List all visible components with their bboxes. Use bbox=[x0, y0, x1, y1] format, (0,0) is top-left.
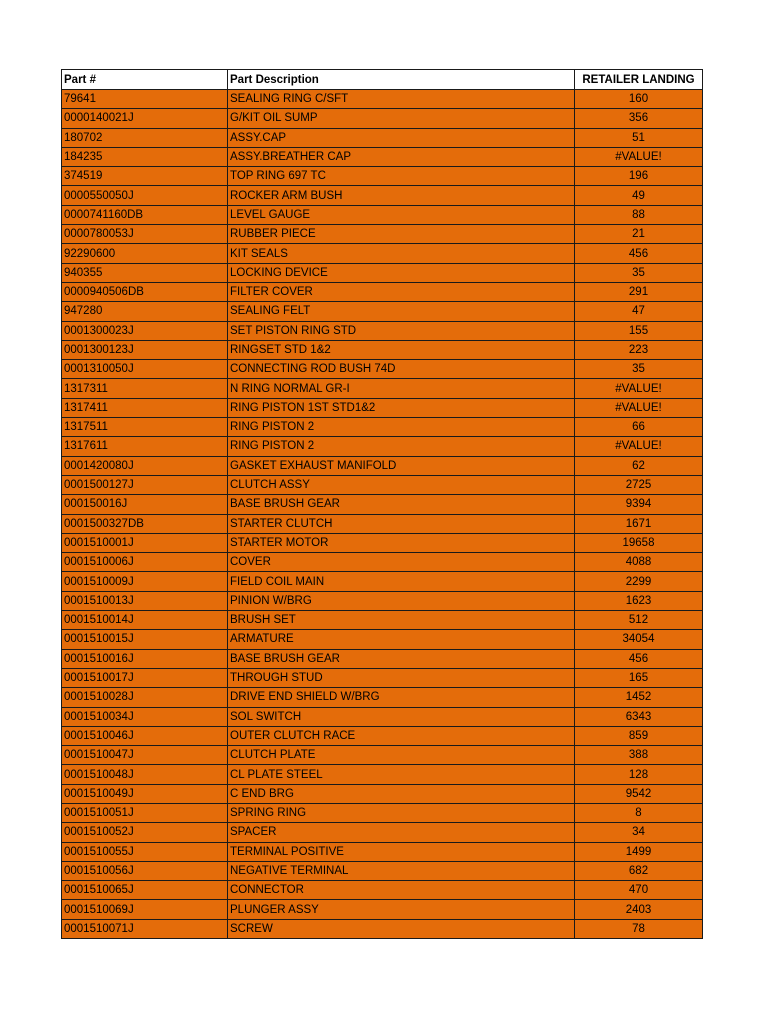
table-row bbox=[62, 707, 703, 726]
table-row bbox=[62, 533, 703, 552]
table-row bbox=[62, 668, 703, 687]
table-row bbox=[62, 688, 703, 707]
part-number-cell: 1317311 bbox=[62, 379, 228, 398]
table-row bbox=[62, 475, 703, 494]
part-number-cell: 0000741160DB bbox=[62, 205, 228, 224]
table-row bbox=[62, 244, 703, 263]
part-number-cell: 940355 bbox=[62, 263, 228, 282]
table-row bbox=[62, 611, 703, 630]
retailer-landing-cell: 2299 bbox=[575, 572, 703, 591]
part-description-cell: N RING NORMAL GR-I bbox=[228, 379, 575, 398]
part-number-cell: 0001510009J bbox=[62, 572, 228, 591]
table-row bbox=[62, 418, 703, 437]
table-row bbox=[62, 340, 703, 359]
retailer-landing-cell: 8 bbox=[575, 803, 703, 822]
retailer-landing-cell: 165 bbox=[575, 668, 703, 687]
table-body bbox=[62, 90, 703, 939]
table-row bbox=[62, 900, 703, 919]
retailer-landing-cell: 35 bbox=[575, 263, 703, 282]
part-number-cell: 0001510055J bbox=[62, 842, 228, 861]
part-description-cell: BRUSH SET bbox=[228, 611, 575, 630]
header-part-number: Part # bbox=[62, 70, 228, 90]
part-number-cell: 0001510065J bbox=[62, 881, 228, 900]
retailer-landing-cell: 34 bbox=[575, 823, 703, 842]
part-description-cell: NEGATIVE TERMINAL bbox=[228, 861, 575, 880]
part-number-cell: 1317411 bbox=[62, 398, 228, 417]
part-description-cell: CLUTCH ASSY bbox=[228, 475, 575, 494]
table-row bbox=[62, 90, 703, 109]
part-description-cell: RINGSET STD 1&2 bbox=[228, 340, 575, 359]
part-number-cell: 79641 bbox=[62, 90, 228, 109]
retailer-landing-cell: 512 bbox=[575, 611, 703, 630]
part-number-cell: 1317611 bbox=[62, 437, 228, 456]
part-number-cell: 0001510056J bbox=[62, 861, 228, 880]
table-row bbox=[62, 861, 703, 880]
part-number-cell: 0001510014J bbox=[62, 611, 228, 630]
part-description-cell: DRIVE END SHIELD W/BRG bbox=[228, 688, 575, 707]
part-description-cell: G/KIT OIL SUMP bbox=[228, 109, 575, 128]
part-number-cell: 0001310050J bbox=[62, 360, 228, 379]
retailer-landing-cell: 456 bbox=[575, 244, 703, 263]
table-row bbox=[62, 746, 703, 765]
part-number-cell: 0001510016J bbox=[62, 649, 228, 668]
part-description-cell: ARMATURE bbox=[228, 630, 575, 649]
part-number-cell: 0001300123J bbox=[62, 340, 228, 359]
part-number-cell: 0001510071J bbox=[62, 919, 228, 938]
part-number-cell: 0001500327DB bbox=[62, 514, 228, 533]
retailer-landing-cell: #VALUE! bbox=[575, 437, 703, 456]
retailer-landing-cell: 49 bbox=[575, 186, 703, 205]
retailer-landing-cell: 6343 bbox=[575, 707, 703, 726]
part-number-cell: 374519 bbox=[62, 167, 228, 186]
part-description-cell: RUBBER PIECE bbox=[228, 225, 575, 244]
part-number-cell: 0001510046J bbox=[62, 726, 228, 745]
part-description-cell: LOCKING DEVICE bbox=[228, 263, 575, 282]
part-description-cell: FIELD COIL MAIN bbox=[228, 572, 575, 591]
part-description-cell: FILTER COVER bbox=[228, 282, 575, 301]
part-description-cell: RING PISTON 2 bbox=[228, 418, 575, 437]
part-number-cell: 0001510069J bbox=[62, 900, 228, 919]
part-number-cell: 0001510051J bbox=[62, 803, 228, 822]
part-description-cell: SEALING RING C/SFT bbox=[228, 90, 575, 109]
retailer-landing-cell: 66 bbox=[575, 418, 703, 437]
table-row bbox=[62, 919, 703, 938]
table-row bbox=[62, 514, 703, 533]
part-description-cell: THROUGH STUD bbox=[228, 668, 575, 687]
part-number-cell: 0001510052J bbox=[62, 823, 228, 842]
part-description-cell: BASE BRUSH GEAR bbox=[228, 649, 575, 668]
part-number-cell: 180702 bbox=[62, 128, 228, 147]
part-description-cell: CONNECTOR bbox=[228, 881, 575, 900]
table-row bbox=[62, 784, 703, 803]
table-row bbox=[62, 649, 703, 668]
part-description-cell: RING PISTON 1ST STD1&2 bbox=[228, 398, 575, 417]
table-row bbox=[62, 186, 703, 205]
retailer-landing-cell: 9394 bbox=[575, 495, 703, 514]
table-row bbox=[62, 630, 703, 649]
part-number-cell: 0000140021J bbox=[62, 109, 228, 128]
part-description-cell: STARTER CLUTCH bbox=[228, 514, 575, 533]
table-row bbox=[62, 282, 703, 301]
part-number-cell: 0000940506DB bbox=[62, 282, 228, 301]
retailer-landing-cell: 2725 bbox=[575, 475, 703, 494]
retailer-landing-cell: 1499 bbox=[575, 842, 703, 861]
part-number-cell: 0001510047J bbox=[62, 746, 228, 765]
table-row bbox=[62, 360, 703, 379]
retailer-landing-cell: 155 bbox=[575, 321, 703, 340]
table-row bbox=[62, 225, 703, 244]
parts-table bbox=[61, 69, 703, 939]
part-description-cell: SCREW bbox=[228, 919, 575, 938]
part-number-cell: 1317511 bbox=[62, 418, 228, 437]
retailer-landing-cell: 19658 bbox=[575, 533, 703, 552]
table-row bbox=[62, 398, 703, 417]
part-number-cell: 0001300023J bbox=[62, 321, 228, 340]
table-row bbox=[62, 591, 703, 610]
part-description-cell: CLUTCH PLATE bbox=[228, 746, 575, 765]
retailer-landing-cell: 223 bbox=[575, 340, 703, 359]
retailer-landing-cell: 456 bbox=[575, 649, 703, 668]
part-description-cell: SOL SWITCH bbox=[228, 707, 575, 726]
part-description-cell: SPRING RING bbox=[228, 803, 575, 822]
part-description-cell: PINION W/BRG bbox=[228, 591, 575, 610]
part-number-cell: 0001510034J bbox=[62, 707, 228, 726]
part-description-cell: ASSY.CAP bbox=[228, 128, 575, 147]
table-row bbox=[62, 726, 703, 745]
part-number-cell: 0000780053J bbox=[62, 225, 228, 244]
retailer-landing-cell: 196 bbox=[575, 167, 703, 186]
part-number-cell: 947280 bbox=[62, 302, 228, 321]
part-description-cell: C END BRG bbox=[228, 784, 575, 803]
retailer-landing-cell: #VALUE! bbox=[575, 147, 703, 166]
part-number-cell: 0001510001J bbox=[62, 533, 228, 552]
retailer-landing-cell: 9542 bbox=[575, 784, 703, 803]
parts-price-sheet bbox=[61, 69, 702, 939]
retailer-landing-cell: 35 bbox=[575, 360, 703, 379]
part-number-cell: 0001510015J bbox=[62, 630, 228, 649]
header-retailer-landing: RETAILER LANDING bbox=[575, 70, 703, 90]
table-row bbox=[62, 456, 703, 475]
retailer-landing-cell: 859 bbox=[575, 726, 703, 745]
retailer-landing-cell: 62 bbox=[575, 456, 703, 475]
part-number-cell: 0001510048J bbox=[62, 765, 228, 784]
retailer-landing-cell: 128 bbox=[575, 765, 703, 784]
part-description-cell: GASKET EXHAUST MANIFOLD bbox=[228, 456, 575, 475]
part-description-cell: RING PISTON 2 bbox=[228, 437, 575, 456]
retailer-landing-cell: 51 bbox=[575, 128, 703, 147]
retailer-landing-cell: 47 bbox=[575, 302, 703, 321]
retailer-landing-cell: 1452 bbox=[575, 688, 703, 707]
part-description-cell: STARTER MOTOR bbox=[228, 533, 575, 552]
retailer-landing-cell: #VALUE! bbox=[575, 379, 703, 398]
part-number-cell: 0001420080J bbox=[62, 456, 228, 475]
part-number-cell: 92290600 bbox=[62, 244, 228, 263]
table-row bbox=[62, 437, 703, 456]
part-number-cell: 0001510049J bbox=[62, 784, 228, 803]
retailer-landing-cell: 291 bbox=[575, 282, 703, 301]
table-row bbox=[62, 302, 703, 321]
part-description-cell: SET PISTON RING STD bbox=[228, 321, 575, 340]
table-row bbox=[62, 765, 703, 784]
part-number-cell: 0001510028J bbox=[62, 688, 228, 707]
retailer-landing-cell: #VALUE! bbox=[575, 398, 703, 417]
retailer-landing-cell: 88 bbox=[575, 205, 703, 224]
table-row bbox=[62, 553, 703, 572]
part-description-cell: OUTER CLUTCH RACE bbox=[228, 726, 575, 745]
table-row bbox=[62, 147, 703, 166]
retailer-landing-cell: 78 bbox=[575, 919, 703, 938]
table-row bbox=[62, 881, 703, 900]
retailer-landing-cell: 470 bbox=[575, 881, 703, 900]
retailer-landing-cell: 388 bbox=[575, 746, 703, 765]
table-row bbox=[62, 109, 703, 128]
part-description-cell: KIT SEALS bbox=[228, 244, 575, 263]
retailer-landing-cell: 682 bbox=[575, 861, 703, 880]
part-description-cell: PLUNGER ASSY bbox=[228, 900, 575, 919]
part-number-cell: 0000550050J bbox=[62, 186, 228, 205]
retailer-landing-cell: 21 bbox=[575, 225, 703, 244]
part-description-cell: LEVEL GAUGE bbox=[228, 205, 575, 224]
table-row bbox=[62, 321, 703, 340]
table-header bbox=[62, 70, 703, 90]
part-description-cell: TOP RING 697 TC bbox=[228, 167, 575, 186]
retailer-landing-cell: 1623 bbox=[575, 591, 703, 610]
part-number-cell: 000150016J bbox=[62, 495, 228, 514]
part-number-cell: 0001510013J bbox=[62, 591, 228, 610]
table-row bbox=[62, 263, 703, 282]
part-number-cell: 0001510017J bbox=[62, 668, 228, 687]
table-row bbox=[62, 379, 703, 398]
part-description-cell: CONNECTING ROD BUSH 74D bbox=[228, 360, 575, 379]
retailer-landing-cell: 356 bbox=[575, 109, 703, 128]
part-number-cell: 0001500127J bbox=[62, 475, 228, 494]
part-description-cell: COVER bbox=[228, 553, 575, 572]
table-row bbox=[62, 803, 703, 822]
retailer-landing-cell: 1671 bbox=[575, 514, 703, 533]
part-number-cell: 184235 bbox=[62, 147, 228, 166]
table-row bbox=[62, 823, 703, 842]
retailer-landing-cell: 4088 bbox=[575, 553, 703, 572]
table-row bbox=[62, 205, 703, 224]
retailer-landing-cell: 160 bbox=[575, 90, 703, 109]
part-description-cell: ROCKER ARM BUSH bbox=[228, 186, 575, 205]
part-description-cell: BASE BRUSH GEAR bbox=[228, 495, 575, 514]
header-row bbox=[62, 70, 703, 90]
part-description-cell: ASSY.BREATHER CAP bbox=[228, 147, 575, 166]
part-description-cell: SEALING FELT bbox=[228, 302, 575, 321]
part-description-cell: CL PLATE STEEL bbox=[228, 765, 575, 784]
retailer-landing-cell: 34054 bbox=[575, 630, 703, 649]
part-number-cell: 0001510006J bbox=[62, 553, 228, 572]
retailer-landing-cell: 2403 bbox=[575, 900, 703, 919]
header-part-description: Part Description bbox=[228, 70, 575, 90]
table-row bbox=[62, 128, 703, 147]
table-row bbox=[62, 495, 703, 514]
part-description-cell: SPACER bbox=[228, 823, 575, 842]
table-row bbox=[62, 167, 703, 186]
table-row bbox=[62, 842, 703, 861]
table-row bbox=[62, 572, 703, 591]
part-description-cell: TERMINAL POSITIVE bbox=[228, 842, 575, 861]
